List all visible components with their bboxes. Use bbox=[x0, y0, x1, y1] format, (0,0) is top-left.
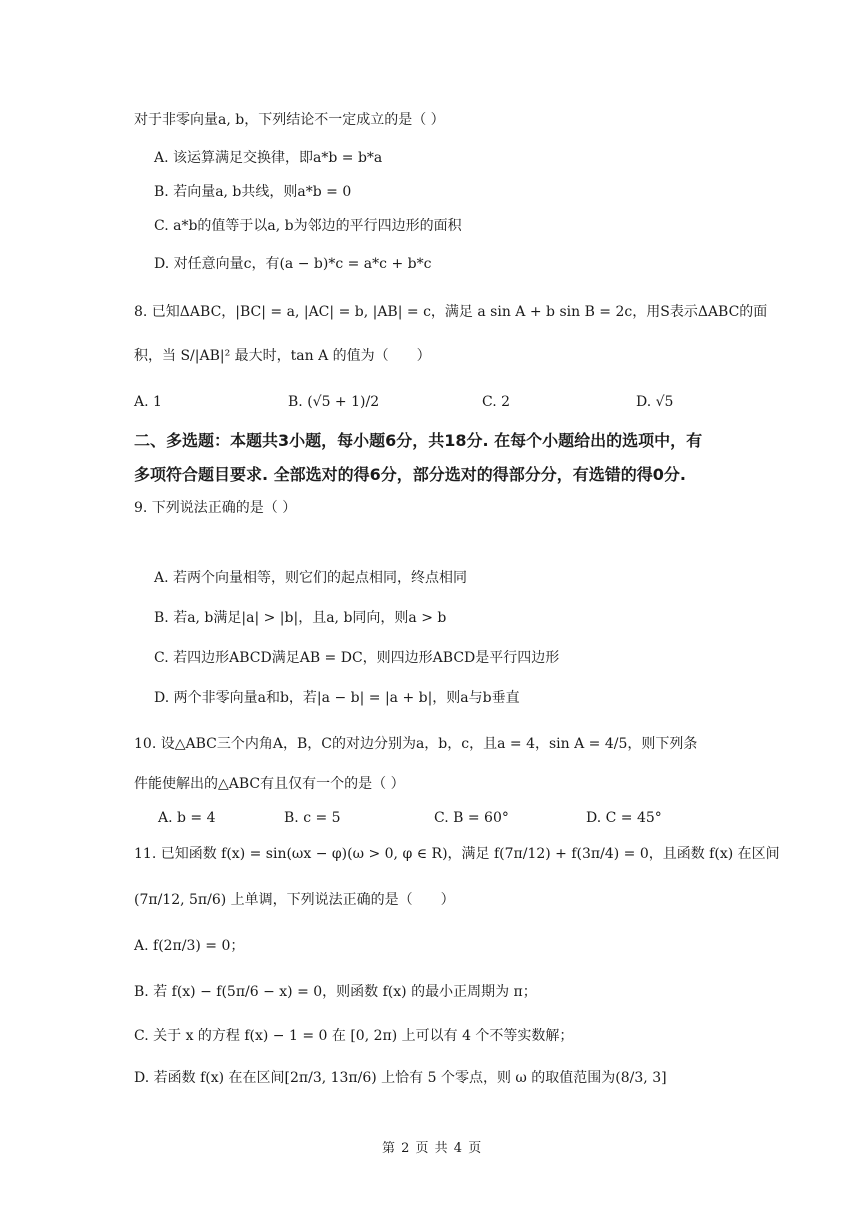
q8-stem-line1: 8. 已知ΔABC，|BC| = a, |AC| = b, |AB| = c，满足 a sin A + b sin B = 2c，用S表示ΔABC的面 bbox=[134, 304, 768, 320]
q11-option-a: A. f(2π/3) = 0； bbox=[134, 938, 245, 954]
q10-option-c: C. B = 60° bbox=[434, 810, 509, 826]
q11-option-d: D. 若函数 f(x) 在在区间[2π/3, 13π/6) 上恰有 5 个零点，则 ω 的取值范围为(8/3, 3] bbox=[134, 1070, 667, 1086]
q8-option-b: B. (√5 + 1)/2 bbox=[288, 394, 380, 410]
q9-stem: 9. 下列说法正确的是（ ） bbox=[134, 500, 297, 516]
q10-option-b: B. c = 5 bbox=[284, 810, 341, 826]
q9-option-c: C. 若四边形ABCD满足AB = DC，则四边形ABCD是平行四边形 bbox=[154, 650, 560, 666]
q7-stem: 对于非零向量a, b，下列结论不一定成立的是（ ） bbox=[134, 112, 445, 128]
q7-option-d: D. 对任意向量c，有(a − b)*c = a*c + b*c bbox=[154, 256, 432, 272]
q8-option-d: D. √5 bbox=[636, 394, 674, 410]
q9-option-a: A. 若两个向量相等，则它们的起点相同，终点相同 bbox=[154, 570, 468, 586]
q10-option-d: D. C = 45° bbox=[586, 810, 662, 826]
q7-option-b: B. 若向量a, b共线，则a*b = 0 bbox=[154, 184, 352, 200]
q8-option-a: A. 1 bbox=[134, 394, 162, 410]
q7-option-c: C. a*b的值等于以a, b为邻边的平行四边形的面积 bbox=[154, 218, 462, 234]
q10-option-a: A. b = 4 bbox=[158, 810, 216, 826]
q10-stem-line2: 件能使解出的△ABC有且仅有一个的是（ ） bbox=[134, 776, 405, 792]
q7-option-a: A. 该运算满足交换律，即a*b = b*a bbox=[154, 150, 383, 166]
q8-stem-line2: 积，当 S/|AB|² 最大时，tan A 的值为（ ） bbox=[134, 348, 431, 364]
q11-option-b: B. 若 f(x) − f(5π/6 − x) = 0，则函数 f(x) 的最小正周期为 π； bbox=[134, 984, 537, 1000]
q11-stem-line2: (7π/12, 5π/6) 上单调，下列说法正确的是（ ） bbox=[134, 892, 455, 908]
q8-option-c: C. 2 bbox=[482, 394, 511, 410]
page-number-footer: 第 2 页 共 4 页 bbox=[382, 1141, 483, 1156]
q11-option-c: C. 关于 x 的方程 f(x) − 1 = 0 在 [0, 2π) 上可以有 4 个不等实数解； bbox=[134, 1028, 574, 1044]
q9-option-d: D. 两个非零向量a和b，若|a − b| = |a + b|，则a与b垂直 bbox=[154, 690, 520, 706]
q11-stem-line1: 11. 已知函数 f(x) = sin(ωx − φ)(ω > 0, φ ∈ R)，满足 f(7π/12) + f(3π/4) = 0，且函数 f(x) 在区间 bbox=[134, 846, 780, 862]
section2-heading-line1: 二、多选题：本题共3小题，每小题6分，共18分. 在每个小题给出的选项中，有 bbox=[134, 431, 703, 450]
q9-option-b: B. 若a, b满足|a| > |b|，且a, b同向，则a > b bbox=[154, 610, 447, 626]
section2-heading-line2: 多项符合题目要求. 全部选对的得6分，部分选对的得部分分，有选错的得0分. bbox=[134, 465, 686, 484]
q10-stem-line1: 10. 设△ABC三个内角A，B，C的对边分别为a，b，c，且a = 4，sin A = 4/5，则下列条 bbox=[134, 736, 698, 752]
